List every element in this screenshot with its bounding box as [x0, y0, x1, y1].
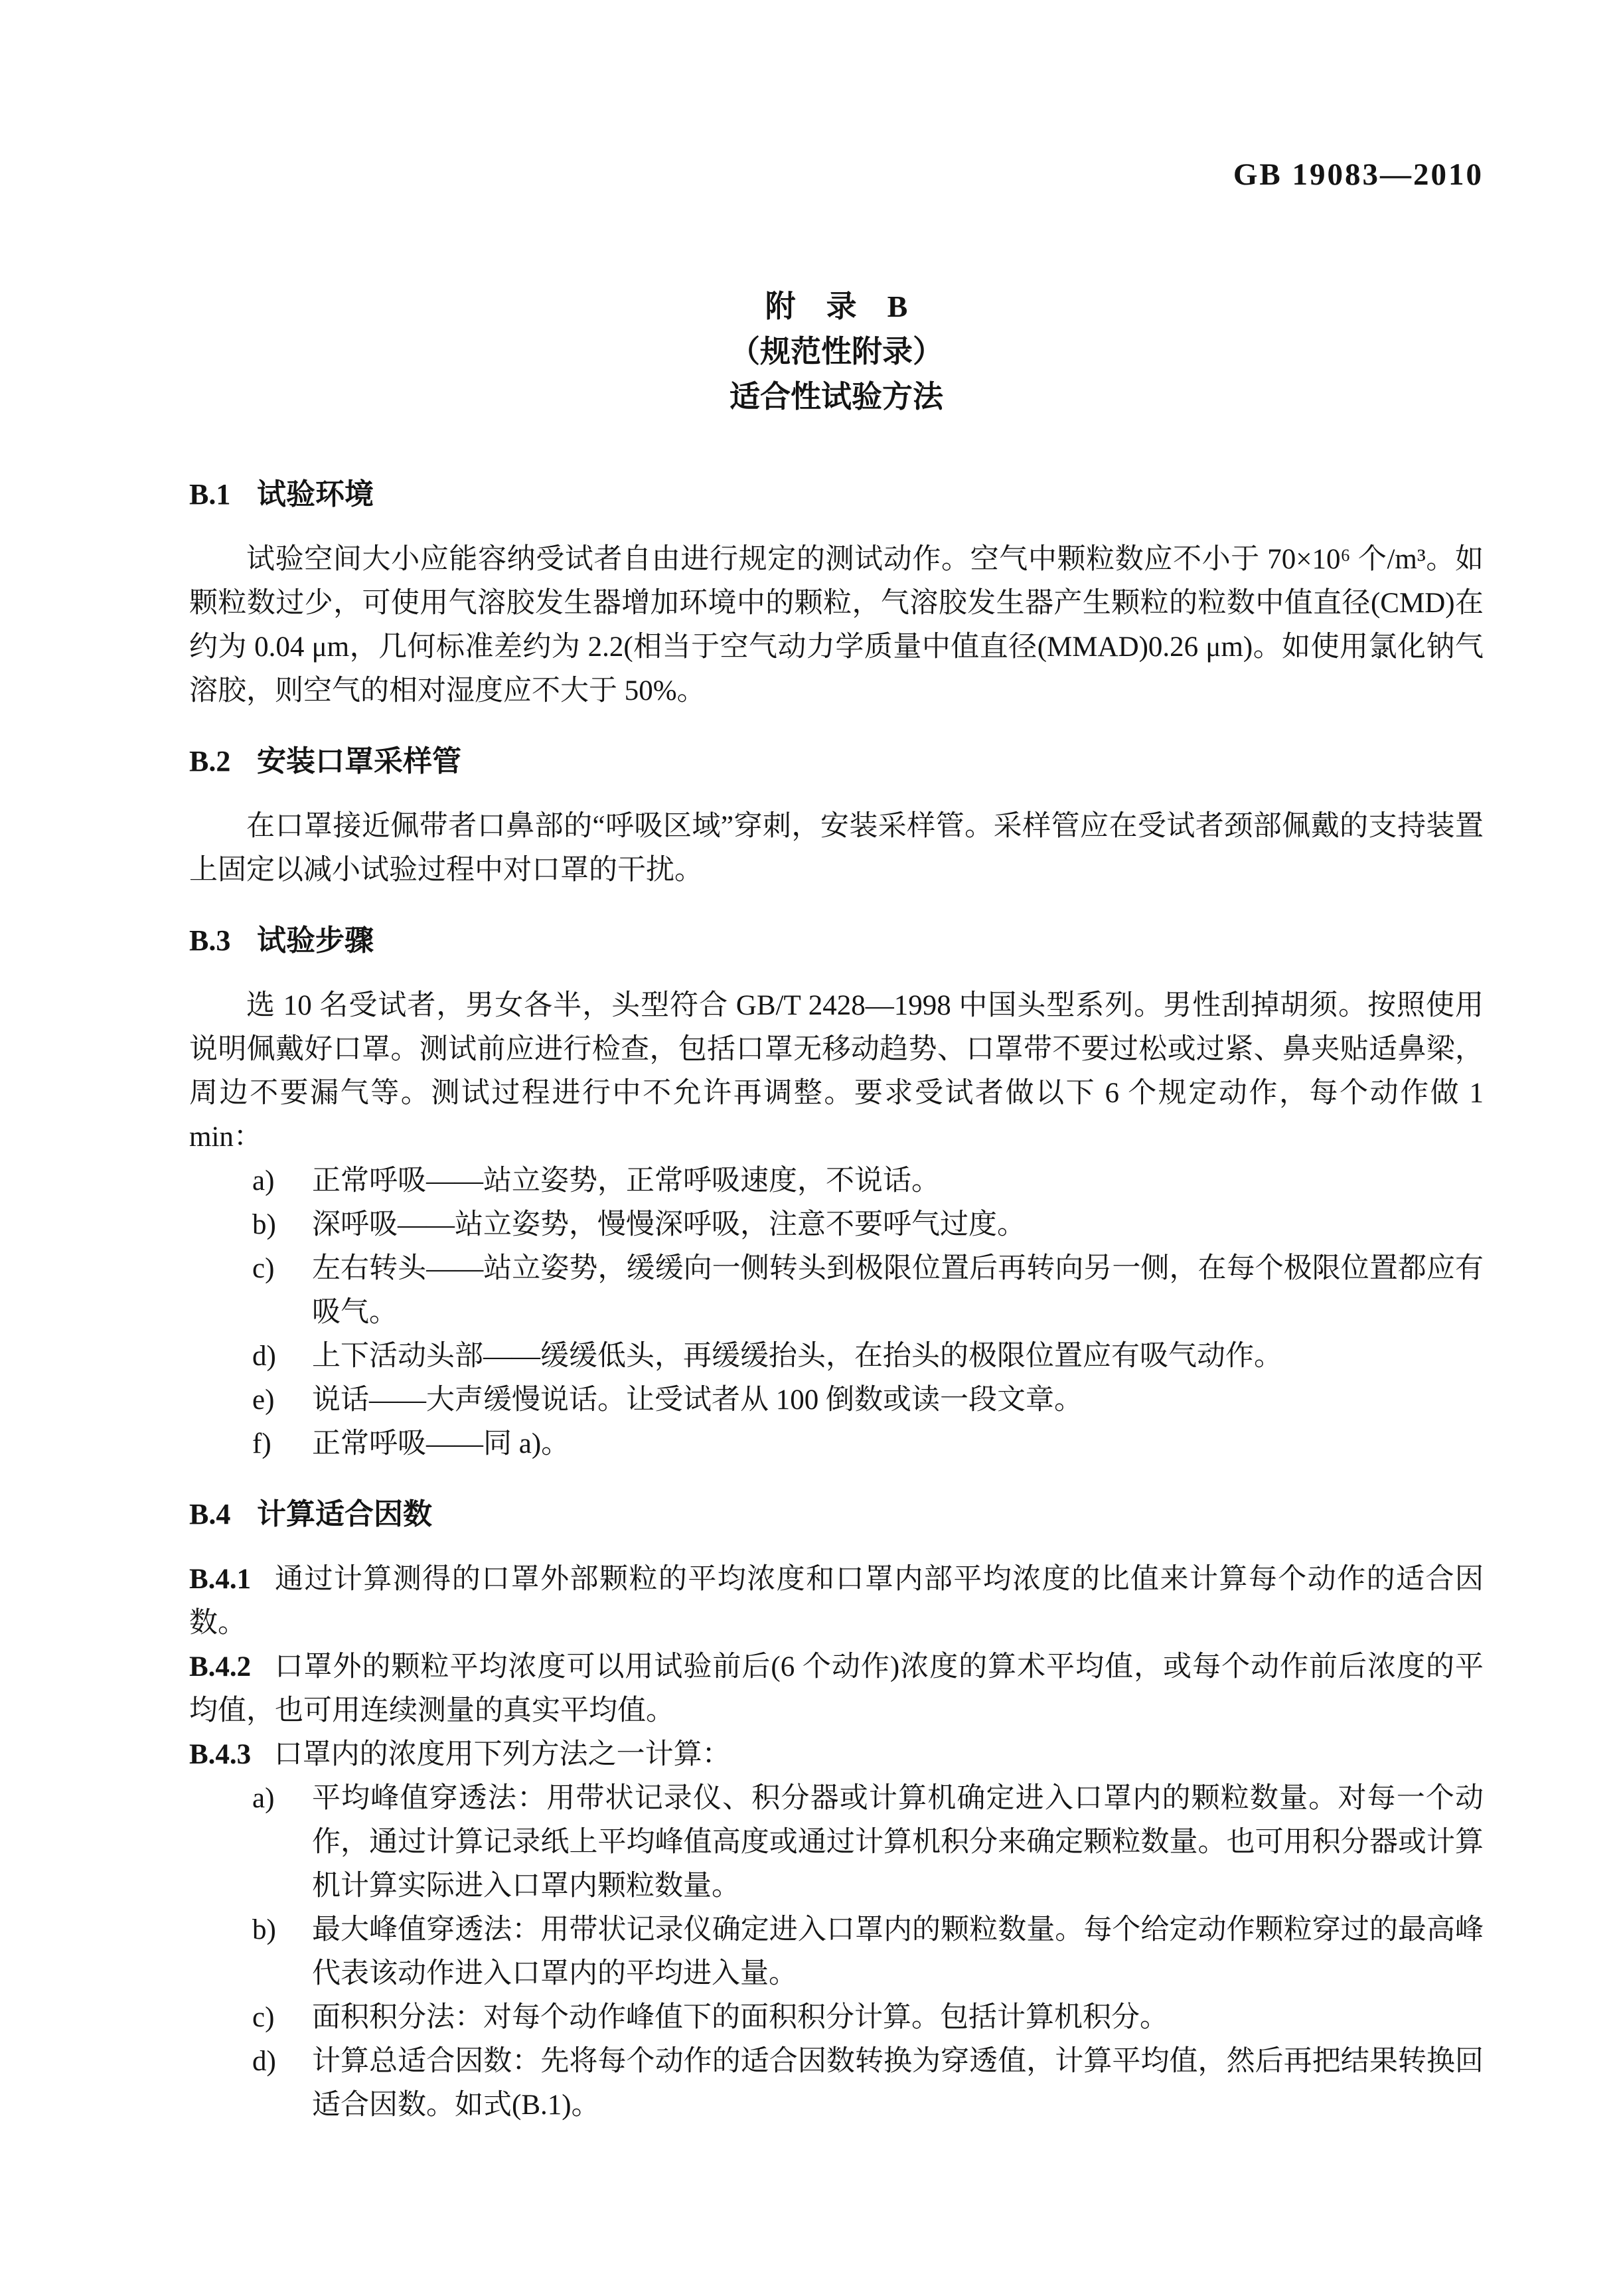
appendix-name: 适合性试验方法 — [730, 380, 943, 414]
list-item — [189, 1335, 1484, 1378]
appendix-title-block — [189, 284, 1484, 420]
section-b1-title: 试验环境 — [256, 478, 374, 511]
section-b2-title: 安装口罩采样管 — [256, 745, 461, 778]
list-item-text: 左右转头——站立姿势，缓缓向一侧转头到极限位置后再转向另一侧，在每个极限位置都应有吸气。 — [312, 1253, 1484, 1328]
clause-b4-1-text: 通过计算测得的口罩外部颗粒的平均浓度和口罩内部平均浓度的比值来计算每个动作的适合因数。 — [189, 1564, 1484, 1639]
list-item-text: 上下活动头部——缓缓低头，再缓缓抬头，在抬头的极限位置应有吸气动作。 — [312, 1341, 1282, 1372]
list-item-marker: d) — [252, 2046, 276, 2077]
section-b3-number: B.3 — [189, 924, 231, 957]
clause-b4-2-text: 口罩外的颗粒平均浓度可以用试验前后(6 个动作)浓度的算术平均值，或每个动作前后浓度的平均值，也可用连续测量的真实平均值。 — [189, 1651, 1484, 1726]
list-item — [189, 1908, 1484, 1996]
section-b2-heading — [189, 740, 1484, 783]
list-item — [189, 2040, 1484, 2127]
section-b1-paragraph: 试验空间大小应能容纳受试者自由进行规定的测试动作。空气中颗粒数应不小于 70×10⁶ 个/m³。如颗粒数过少，可使用气溶胶发生器增加环境中的颗粒，气溶胶发生器产生颗粒的粒数中值直径(CMD)在约为 0.04 μm，几何标准差约为 2.2(相当于空气动力学质量中值直径(MMAD)0.26 μm)。如使用氯化钠气溶胶，则空气的相对湿度应不大于 50%。 — [189, 544, 1484, 706]
clause-b4-2-number: B.4.2 — [189, 1651, 252, 1682]
section-b1-number: B.1 — [189, 478, 231, 511]
clause-b4-3 — [189, 1733, 1484, 1777]
section-b4-title: 计算适合因数 — [256, 1498, 432, 1530]
list-item-marker: a) — [252, 1783, 275, 1814]
section-b3-paragraph: 选 10 名受试者，男女各半，头型符合 GB/T 2428—1998 中国头型系列。男性刮掉胡须。按照使用说明佩戴好口罩。测试前应进行检查，包括口罩无移动趋势、口罩带不要过松或过紧、鼻夹贴适鼻梁，周边不要漏气等。测试过程进行中不允许再调整。要求受试者做以下 6 个规定动作，每个动作做 1 min： — [189, 990, 1484, 1153]
list-item-marker: a) — [252, 1165, 275, 1196]
list-item-marker: e) — [252, 1384, 275, 1416]
section-b3-action-list — [189, 1159, 1484, 1466]
list-item-marker: f) — [252, 1428, 271, 1459]
page-content — [189, 284, 1484, 2127]
section-b3-heading — [189, 919, 1484, 963]
list-item-text: 最大峰值穿透法：用带状记录仪确定进入口罩内的颗粒数量。每个给定动作颗粒穿过的最高峰代表该动作进入口罩内的平均进入量。 — [312, 1914, 1484, 1989]
list-item — [189, 1996, 1484, 2040]
list-item — [189, 1203, 1484, 1247]
list-item-text: 深呼吸——站立姿势，慢慢深呼吸，注意不要呼气过度。 — [312, 1209, 1026, 1240]
list-item — [189, 1247, 1484, 1335]
list-item — [189, 1777, 1484, 1908]
list-item-text: 计算总适合因数：先将每个动作的适合因数转换为穿透值，计算平均值，然后再把结果转换回适合因数。如式(B.1)。 — [312, 2046, 1484, 2121]
standard-number: GB 19083—2010 — [1233, 157, 1484, 192]
section-b3-title: 试验步骤 — [256, 924, 374, 957]
section-b4-heading — [189, 1493, 1484, 1536]
list-item — [189, 1378, 1484, 1422]
section-b1-heading — [189, 473, 1484, 517]
appendix-label: 附 录 B — [765, 289, 908, 323]
appendix-normative-label: （规范性附录） — [730, 335, 943, 369]
list-item — [189, 1422, 1484, 1466]
list-item-text: 正常呼吸——同 a)。 — [312, 1428, 570, 1459]
list-item-text: 正常呼吸——站立姿势，正常呼吸速度，不说话。 — [312, 1165, 940, 1196]
list-item-marker: b) — [252, 1209, 276, 1240]
list-item-marker: d) — [252, 1341, 276, 1372]
section-b2-number: B.2 — [189, 745, 231, 778]
clause-b4-2 — [189, 1645, 1484, 1733]
clause-b4-3-number: B.4.3 — [189, 1739, 252, 1770]
section-b4-method-list — [189, 1777, 1484, 2127]
list-item-marker: c) — [252, 1253, 275, 1284]
list-item — [189, 1159, 1484, 1203]
clause-b4-1-number: B.4.1 — [189, 1564, 252, 1595]
section-b4-number: B.4 — [189, 1498, 231, 1530]
clause-b4-1 — [189, 1558, 1484, 1645]
clause-b4-3-text: 口罩内的浓度用下列方法之一计算： — [273, 1739, 731, 1770]
list-item-text: 平均峰值穿透法：用带状记录仪、积分器或计算机确定进入口罩内的颗粒数量。对每一个动作，通过计算记录纸上平均峰值高度或通过计算机积分来确定颗粒数量。也可用积分器或计算机计算实际进入口罩内颗粒数量。 — [312, 1783, 1484, 1902]
list-item-marker: b) — [252, 1914, 276, 1945]
section-b2-paragraph: 在口罩接近佩带者口鼻部的“呼吸区域”穿刺，安装采样管。采样管应在受试者颈部佩戴的支持装置上固定以减小试验过程中对口罩的干扰。 — [189, 811, 1484, 886]
list-item-text: 说话——大声缓慢说话。让受试者从 100 倒数或读一段文章。 — [312, 1384, 1083, 1416]
list-item-text: 面积积分法：对每个动作峰值下的面积积分计算。包括计算机积分。 — [312, 2002, 1168, 2033]
list-item-marker: c) — [252, 2002, 275, 2033]
